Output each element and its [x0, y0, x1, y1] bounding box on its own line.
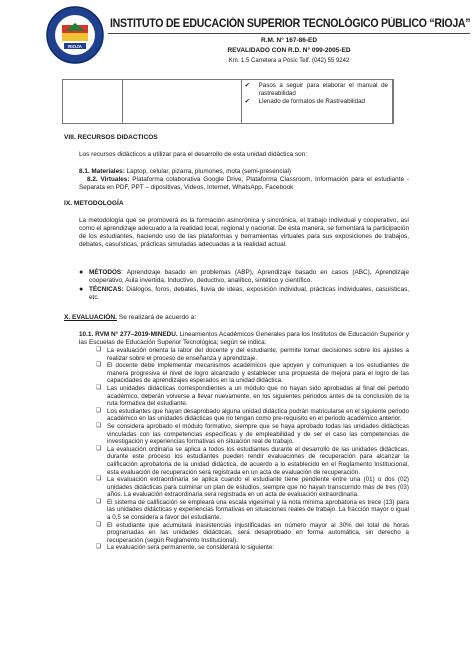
checkbox-icon: ❑ — [96, 384, 102, 391]
resolution-number: R.M. N° 167-86-ED — [260, 37, 318, 44]
rvm-paragraph: 10.1. RVM N° 277–2019-MINEDU. Lineamientos Académicos Generales para los Institutos de Educación Superior y las Escuelas de Educación Superior Tecnológica; según se indica: — [79, 331, 410, 346]
list-item: ❑ La evaluación ordinaria se aplica a todos los estudiantes durante el desarrollo de las unidades didácticas, durante este proceso los estudiantes pueden rendir evaluaciones de recuperación para alcanzar la calificación aprobatoria de la unidad didáctica, de acuerdo a lo establecido en el Reglamento Institucional, esta evaluación de recuperación será registrada en un acta de evaluación de recuperación. — [96, 445, 409, 476]
tecnicas-line: TÉCNICAS: Diálogos, foros, debates, lluvia de ideas, exposición individual, prácticas individuales, casuísticas, etc. — [89, 286, 409, 301]
list-item: ❑ La evaluación extraordinaria se aplica cuando el estudiante tiene pendiente entre una (01) o dos (02) unidades didácticas para culminar un plan de estudios, siempre que no hayan transcurrido más de tres (03) años. La evaluación extraordinaria será registrada en un acta de evaluación extraordinaria. — [96, 476, 409, 499]
checkbox-icon: ❑ — [96, 407, 102, 414]
table-cell-checklist — [241, 80, 392, 124]
list-item: ❑ Se considera aprobado el módulo formativo, siempre que se haya aprobado todas las unidades didácticas vinculadas con las competencias específicas y de empleabilidad y de ser el caso las competencias de investigación y experiencias formativas en situación real de trabajo. — [96, 422, 409, 446]
checklist-item: ✔ Pasos a seguir para elaborar el manual de rastreabilidad — [242, 82, 392, 98]
list-item: ❑ La evaluación orienta la labor del docente y del estudiante, permite tomar decisiones sobre los ajustes a realizar sobre el proceso de enseñanza y aprendizaje. — [96, 347, 409, 362]
checkbox-icon: ❑ — [96, 347, 102, 353]
metodologia-paragraph: La metodología que se promoverá es la formación asincrónica y sincrónica, el trabajo individual y cooperativo, así como el aprendizaje adecuado a la realidad local, regional y nacional. De esta manera, se fomentará la participación de los estudiantes, haciendo uso de las plataformas y herramientas virtuales para sus exposiciones de trabajos, debates, casuísticas, prácticas simuladas adecuadas a la realidad actual. — [79, 217, 409, 248]
table-cell-empty-3 — [392, 80, 393, 124]
bullet-icon: ● — [79, 286, 84, 293]
revalidation-text: REVALIDADO CON R.D. N° 099-2005-ED — [227, 47, 351, 54]
bullet-icon: ● — [79, 269, 84, 276]
recursos-intro: Los recursos didácticos a utilizar para el desarrollo de esta unidad didáctica son: — [79, 151, 308, 158]
list-item: ❑ La evaluación será permanente, se considerará lo siguiente: — [96, 544, 275, 552]
address-line: Km. 1.5 Carretera a Pósic Telf. (042) 55 9242 — [228, 58, 350, 64]
list-item: ❑ El docente debe implementar mecanismos académicos que apoyen y comuniquen a los estudiantes de manera progresiva el nivel de logro alcanzado y establecer una propuesta de mejora para el logro de las capacidades de aprendizajes esperados en la unidad didáctica. — [96, 362, 409, 385]
materiales-line: 8.1. Materiales: Laptop, celular, pizarra, plumones, mota (semi-presencial) — [79, 168, 292, 175]
logo-text: RIOJA — [68, 44, 82, 49]
institute-logo — [45, 5, 105, 65]
checkbox-icon: ❑ — [96, 445, 102, 452]
checkbox-icon: ❑ — [96, 498, 102, 505]
content-table — [62, 79, 394, 124]
metodos-line: MÉTODOS: Aprendizaje basado en problemas (ABP), Aprendizaje basado en casos (ABC), Aprendizaje cooperativo, Aula invertida, Inductivo, deductivo, analítico, sintético y científico. — [89, 269, 409, 284]
check-icon: ✔ — [244, 97, 251, 105]
checkbox-icon: ❑ — [96, 422, 102, 429]
institution-title: INSTITUTO DE EDUCACIÓN SUPERIOR TECNOLÓGICO PÚBLICO “RIOJA” — [110, 18, 471, 30]
table-cell-empty-1 — [63, 80, 123, 124]
section-heading-recursos: VIII. RECURSOS DIDACTICOS — [64, 134, 158, 141]
checkbox-icon: ❑ — [96, 521, 102, 528]
checkbox-icon: ❑ — [96, 476, 102, 483]
list-item: ❑ El estudiante que acumulará inasistencias injustificadas en número mayor al 30% del total de horas programadas en las unidades didácticas, será desaprobado en forma automática, sin derecho a recuperación (según Reglamento Institucional). — [96, 521, 409, 544]
list-item: ❑ Los estudiantes que hayan desaprobado alguna unidad didáctica podrán matricularse en el siguiente periodo académico en las unidades didácticas que no tengan como pre-requisito en el periodo académico anterior. — [96, 407, 409, 423]
list-item: ❑ Las unidades didácticas correspondientes a un módulo que no hayan sido aprobadas al final del periodo académico, deberán volverse a llevar nuevamente, en los siguientes periodos antes de la conclusión de la ruta formativa del estudiante. — [96, 384, 409, 408]
list-item: ❑ El sistema de calificación se empleará una escala vigesimal y la nota mínima aprobatoria es trece (13) para las unidades didácticas y experiencias formativas en situaciones reales de trabajo. La fracción mayor o igual a 0,5 se considera a favor del estudiante. — [96, 498, 409, 522]
virtuales-line: 8.2. Virtuales: Plataforma colaborativa Google Drive, Plataforma Classroom, Información para el estudiante - Separata en PDF, PPT – dipositivas, Videos, Internet, WhatsApp, Facebook — [79, 176, 409, 191]
checklist-item: ✔ Llenado de formatos de Rastreabilidad — [242, 98, 392, 106]
evaluation-list — [96, 347, 409, 552]
check-icon: ✔ — [244, 82, 251, 89]
section-heading-evaluacion: X. EVALUACIÓN. Se realizará de acuerdo a: — [64, 314, 197, 321]
header-divider — [108, 33, 470, 34]
checkbox-icon: ❑ — [96, 362, 102, 369]
table-cell-empty-2 — [122, 80, 241, 124]
section-heading-metodologia: IX. METODOLOGÍA — [64, 200, 124, 207]
checkbox-icon: ❑ — [96, 544, 102, 551]
